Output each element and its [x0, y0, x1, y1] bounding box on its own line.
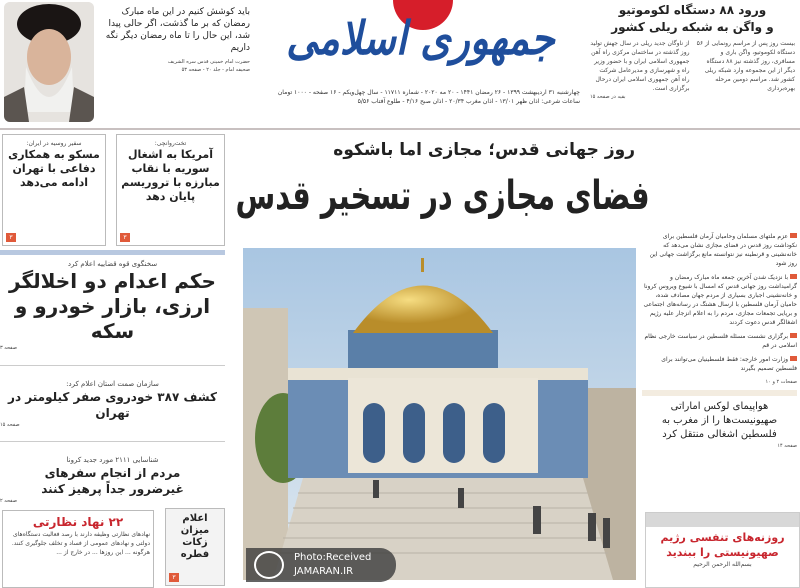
quote-text: باید کوشش کنیم در این ماه مبارک رمضان که بر ما گذشت، اگر حالی پیدا شد، این حال را تا ماه رمضان دیگر نگه داریم [105, 7, 250, 53]
story-headline: روزنه‌های تنفسی رژیم صهیونیستی را ببندید [660, 531, 785, 559]
story-headline: حکم اعدام دو اخلالگر ارزی، بازار خودرو و سکه [9, 269, 216, 343]
section-bar [0, 250, 225, 255]
bullet-icon [790, 274, 797, 279]
story-body: بسم‌الله الرحمن الرحیم [693, 561, 752, 568]
page-ref: صفحات ۲ و ۱۰ [765, 379, 797, 385]
story-cars[interactable] [0, 379, 225, 429]
left-stories [0, 259, 225, 505]
list-item[interactable] [642, 273, 797, 327]
list-item-text: وزارت امور خارجه: فقط فلسطینیان می‌توانند برای فلسطین تصمیم بگیرند [661, 356, 797, 372]
masthead-logo [258, 0, 583, 88]
story-headline-2: و واگن به شبکه ریلی کشور [611, 20, 774, 34]
divider [0, 441, 225, 442]
watermark-line-1: Photo:Received [294, 552, 372, 563]
story-col-1: بیست روز پس از مراسم رونمایی از ۵۶ دستگاه لکوموتیو، واگن باری و مسافری، روز گذشته نیز ۸۸ دستگاه دیگر از این مجموعه وارد شبکه ریلی کشور شد. مراسم دومین مرحله بهره‌برداری [696, 40, 795, 92]
box-story-america[interactable] [116, 134, 225, 246]
box-headline: آمریکا به اشغال سوریه با نقاب مبارزه با تروریسم پایان دهد [121, 148, 220, 203]
list-item-text: با نزدیک شدن آخرین جمعه ماه مبارک رمضان و گرامیداشت روز جهانی قدس که امسال با شیوع ویروس کرونا و خانه‌نشینی اجباری بسیاری از مردم جهان مصادف شده، حامیان آرمان فلسطین با ارسال هشتگ در رسانه‌های اجتماعی و برپایی تجمعات مجازی، مردم را به اعلام انزجار علیه رژیم اشغالگر قدس دعوت کردند [643, 274, 797, 326]
list-item[interactable] [642, 232, 797, 268]
story-headline-1: ورود ۸۸ دستگاه لکوموتیو [618, 3, 767, 17]
quote-source: حضرت امام خمینی قدس سره الشریف [167, 59, 250, 65]
related-news-list [642, 232, 797, 450]
main-kicker: روز جهانی قدس؛ مجازی اما باشکوه [333, 140, 635, 160]
story-headline: کشف ۳۸۷ خودروی صفر کیلومتر در تهران [8, 389, 217, 420]
box-kicker: سفیر روسیه در ایران: [26, 140, 82, 147]
bullet-icon [790, 233, 797, 238]
story-headline[interactable]: هواپیمای لوکس اماراتی صهیونیست‌ها را از مغرب به فلسطین اشغالی منتقل کرد [661, 401, 778, 440]
jamaran-logo-icon [254, 551, 284, 579]
divider [0, 365, 225, 366]
story-execution[interactable] [0, 259, 225, 352]
box-story-moscow[interactable] [2, 134, 106, 246]
story-more: بقیه در صفحه ۱۵ [590, 94, 626, 100]
page-ref: صفحه ۱۴ [777, 443, 797, 449]
box-headline: مسکو به همکاری دفاعی با تهران ادامه می‌دهد [8, 148, 100, 189]
page-ref: صفحه ۲ [0, 498, 17, 504]
dateline [262, 88, 580, 106]
bullet-icon [790, 356, 797, 361]
page-ref: صفحه ۱۵ [0, 421, 20, 428]
decorative-banner [646, 513, 799, 527]
bullet-icon [790, 333, 797, 338]
page-ref: صفحه ۳ [0, 345, 17, 351]
watermark [246, 548, 396, 582]
main-headline[interactable]: فضای مجازی در تسخیر قدس [235, 173, 650, 219]
masthead-title: جمهوری اسلامی [286, 11, 555, 65]
dateline-date: چهارشنبه ۳۱ اردیبهشت ۱۳۹۹ - ۲۶ رمضان ۱۴۴۱ - ۲۰ مه ۲۰۲۰ - شماره ۱۱۷۱۱ - سال چهل‌ویکم - ۱۶ صفحه - ۱۰۰۰ تومان [277, 89, 580, 96]
story-body: نهادهای نظارتی وظیفه دارند با رصد فعالیت دستگاه‌های دولتی و نهادهای عمومی از فساد و تخلف جلوگیری کنند. هرگونه ... این روزها ... در خارج از ... [11, 531, 150, 556]
box-kicker: تخت‌روانچی: [154, 140, 187, 147]
list-item[interactable] [642, 355, 797, 373]
list-item-text: عزم ملتهای مسلمان وحامیان آرمان فلسطین برای نکوداشت روز قدس در فضای مجازی نشان می‌دهد که خانه‌نشینی و قرنطینه نیز نتوانسته مانع برگزاشت جهانی این روز شود [649, 233, 797, 267]
story-headline: ۲۲ نهاد نظارتی [32, 515, 124, 529]
divider [642, 390, 797, 396]
list-item[interactable] [642, 332, 797, 350]
story-kicker: شناسایی ۲۱۱۱ مورد جدید کرونا [66, 456, 159, 464]
box-zakat[interactable] [165, 508, 225, 586]
dome-of-the-rock-photo [243, 248, 636, 580]
quote-ref: صحیفه امام - جلد ۲۰ - صفحه ۵۳ [181, 67, 250, 73]
main-headline-wrap [235, 168, 650, 224]
story-oversight[interactable] [2, 510, 154, 588]
story-headline: مردم از انجام سفرهای غیرضرور جداً پرهیز کنند [41, 466, 184, 496]
page-tag: ۳ [169, 573, 179, 582]
story-kicker: سخنگوی قوه قضاییه اعلام کرد [67, 260, 158, 268]
top-right-story [590, 2, 795, 101]
story-zionist-regime[interactable] [645, 512, 800, 588]
list-item-text: برگزاری نشست مسئله فلسطین در سیاست خارجی نظام اسلامی در قم [644, 333, 797, 349]
page-tag: ۳ [6, 233, 16, 242]
portrait-photo [4, 2, 94, 122]
page-tag: ۳ [120, 233, 130, 242]
watermark-line-2: JAMARAN.IR [294, 566, 354, 577]
quote [100, 6, 250, 74]
box-headline: اعلام میزان زکات فطره [180, 513, 210, 560]
story-kicker: سازمان صمت استان اعلام کرد: [66, 379, 159, 388]
divider [0, 128, 800, 130]
dateline-prayer-times: ساعات شرعی: اذان ظهر ۱۳/۰۱ - اذان مغرب ۲۰/۳۴ - اذان صبح ۴/۱۶ - طلوع آفتاب ۵/۵۶ [357, 98, 580, 105]
story-col-2: از ناوگان جدید ریلی در سال جهش تولید روز گذشته در ساختمان مرکزی راه آهن جمهوری اسلامی ایران و با حضور وزیر راه و شهرسازی و مدیرعامل شرکت راه آهن جمهوری اسلامی ایران درحال برگزاری است. [590, 40, 690, 92]
story-corona[interactable] [0, 455, 225, 505]
